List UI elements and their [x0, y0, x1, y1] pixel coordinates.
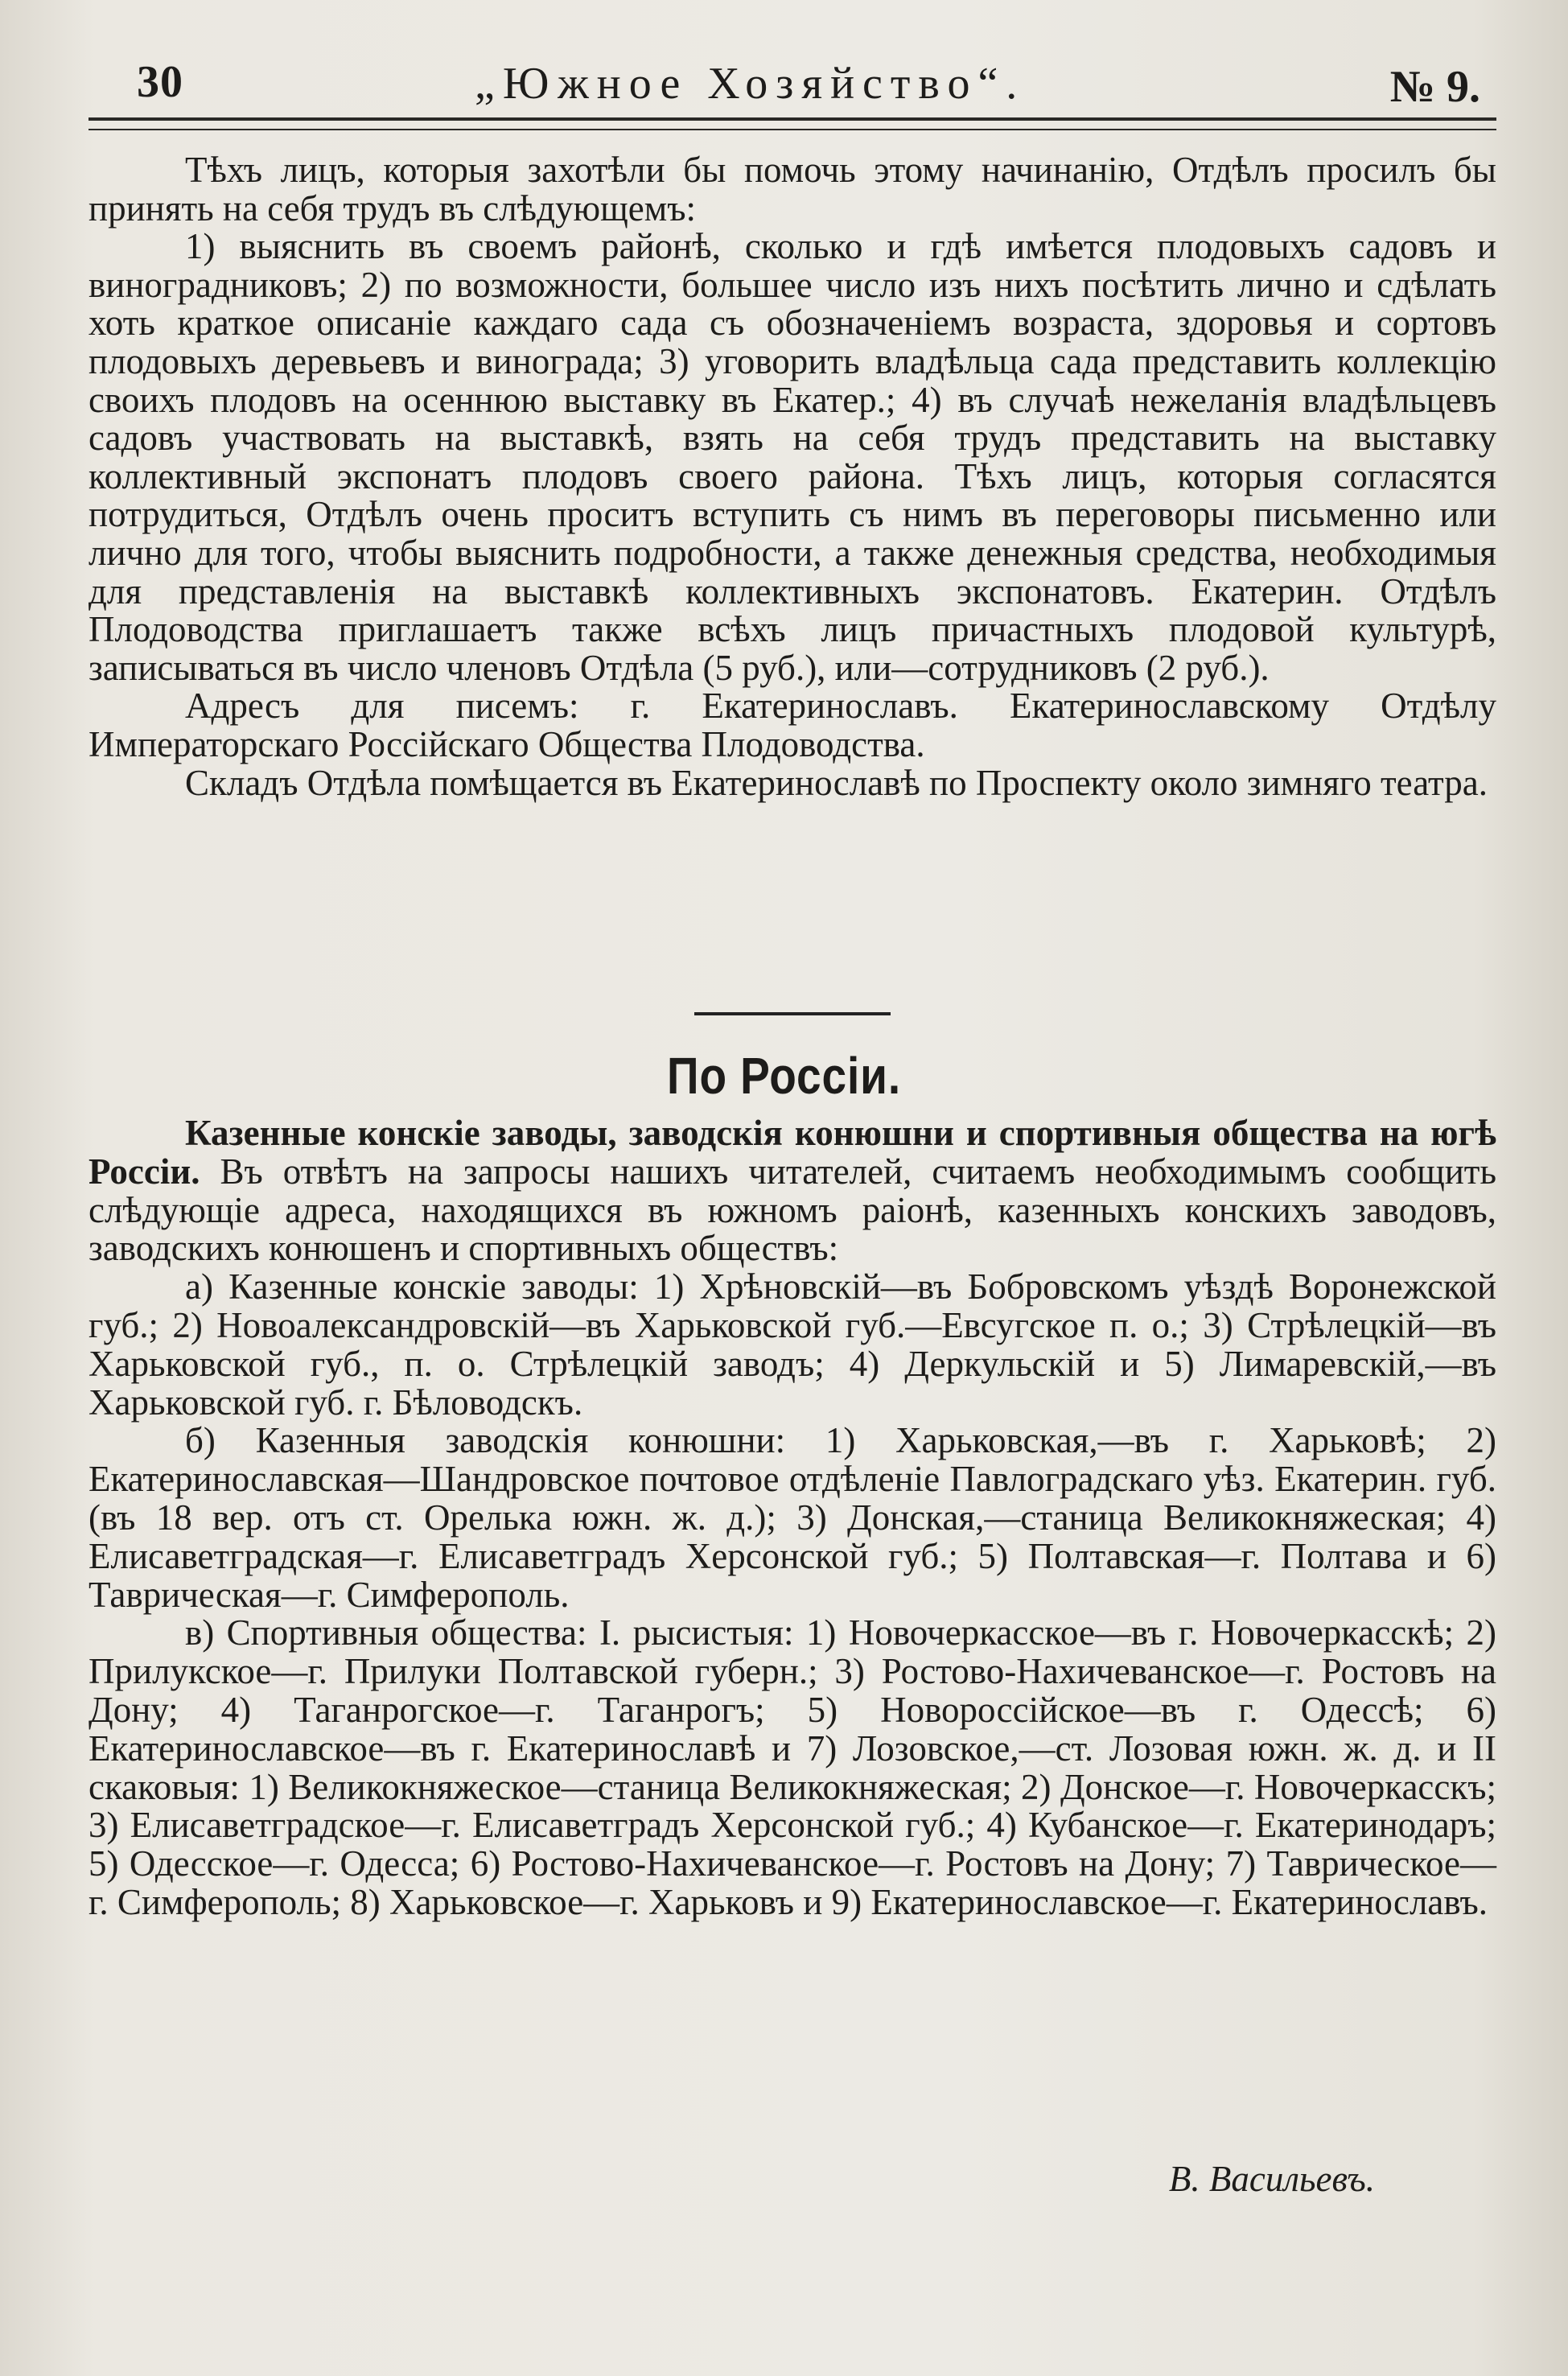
- paragraph: в) Спортивныя общества: I. рысистыя: 1) Новочеркасское—въ г. Новочеркасскѣ; 2) Прилукское—г. Прилуки Полтавской губерн.; 3) Ростово-Нахичеванское—г. Ростовъ на Дону; 4) Таганрогское—г. Таганрогъ; 5) Новороссійское—въ г. Одессѣ; 6) Екатеринославское—въ г. Екатеринославѣ и 7) Лозовское,—ст. Лозовая южн. ж. д. и II скаковыя: 1) Великокняжеское—станица Великокняжеская; 2) Донское—г. Новочеркасскъ; 3) Елисаветградское—г. Елисаветградъ Херсонской губ.; 4) Кубанское—г. Екатеринодаръ; 5) Одесское—г. Одесса; 6) Ростово-Нахичеванское—г. Ростовъ на Дону; 7) Таврическое—г. Симферополь; 8) Харьковское—г. Харьковъ и 9) Екатеринославское—г. Екатеринославъ.: [88, 1612, 1496, 1922]
- journal-title: „Южное Хозяйство“.: [475, 59, 1026, 109]
- paragraph: б) Казенныя заводскія конюшни: 1) Харьковская,—въ г. Харьковѣ; 2) Екатеринославская—Шандровское почтовое отдѣленіе Павлоградскаго уѣз. Екатерин. губ. (въ 18 вер. отъ ст. Орелька южн. ж. д.); 3) Донская,—станица Великокняжеская; 4) Елисаветградская—г. Елисаветградъ Херсонской губ.; 5) Полтавская—г. Полтава и 6) Таврическая—г. Симферополь.: [88, 1420, 1496, 1615]
- issue-number: № 9.: [1389, 62, 1480, 112]
- paragraph: 1) выяснить въ своемъ районѣ, сколько и гдѣ имѣется плодовыхъ садовъ и виноградниковъ; 2) по возможности, большее число изъ нихъ посѣтить лично и сдѣлать хоть краткое описаніе каждаго сада съ обозначеніемъ возраста, здоровья и сортовъ плодовыхъ деревьевъ и винограда; 3) уговорить владѣльца сада представить коллекцію своихъ плодовъ на осеннюю выставку въ Екатер.; 4) въ случаѣ нежеланія владѣльцевъ садовъ участвовать на выставкѣ, взять на себя трудъ представить на выставку коллективный экспонатъ плодовъ своего района. Тѣхъ лицъ, которыя согласятся потрудиться, Отдѣлъ очень проситъ вступить съ нимъ въ переговоры письменно или лично для того, чтобы выяснить подробности, а также денежныя средства, необходимыя для представленія на выставкѣ коллективныхъ экспонатовъ. Екатерин. Отдѣлъ Плодоводства приглашаетъ также всѣхъ лицъ причастныхъ плодовой культурѣ, записываться въ число членовъ Отдѣла (5 руб.), или—сотрудниковъ (2 руб.).: [88, 226, 1496, 688]
- page-number: 30: [137, 57, 183, 107]
- article-main: [88, 1114, 1496, 1922]
- paragraph: Тѣхъ лицъ, которыя захотѣли бы помочь этому начинанію, Отдѣлъ просилъ бы принять на себя трудъ въ слѣдующемъ:: [88, 150, 1496, 229]
- author-signature: В. Васильевъ.: [1168, 2159, 1375, 2199]
- header-rule-thick: [88, 117, 1496, 121]
- header-rule-thin: [88, 129, 1496, 130]
- paragraph: Адресъ для писемъ: г. Екатеринославъ. Екатеринославскому Отдѣлу Императорскаго Россійскаго Общества Плодоводства.: [88, 686, 1496, 764]
- article-top: [88, 151, 1496, 802]
- lead-bold-heading: Казенные конскіе заводы, заводскія конюшни и спортивныя общества на югѣ Россіи.: [88, 1113, 1496, 1192]
- paragraph: Складъ Отдѣла помѣщается въ Екатеринославѣ по Проспекту около зимняго театра.: [185, 762, 1488, 803]
- paragraph: а) Казенные конскіе заводы: 1) Хрѣновскій—въ Бобровскомъ уѣздѣ Воронежской губ.; 2) Новоалександровскій—въ Харьковской губ.—Евсугское п. о.; 3) Стрѣлецкій—въ Харьковской губ., п. о. Стрѣлецкій заводъ; 4) Деркульскій и 5) Лимаревскій,—въ Харьковской губ. г. Бѣловодскъ.: [88, 1266, 1496, 1423]
- lead-text: Въ отвѣтъ на запросы нашихъ читателей, считаемъ необходимымъ сообщить слѣдующіе адреса, находящихся въ южномъ раіонѣ, казенныхъ конскихъ заводовъ, заводскихъ конюшенъ и спортивныхъ обществъ:: [88, 1151, 1496, 1269]
- lead-paragraph: [88, 1114, 1496, 1268]
- section-title: По Россіи.: [667, 1047, 901, 1105]
- section-divider: [694, 1012, 891, 1015]
